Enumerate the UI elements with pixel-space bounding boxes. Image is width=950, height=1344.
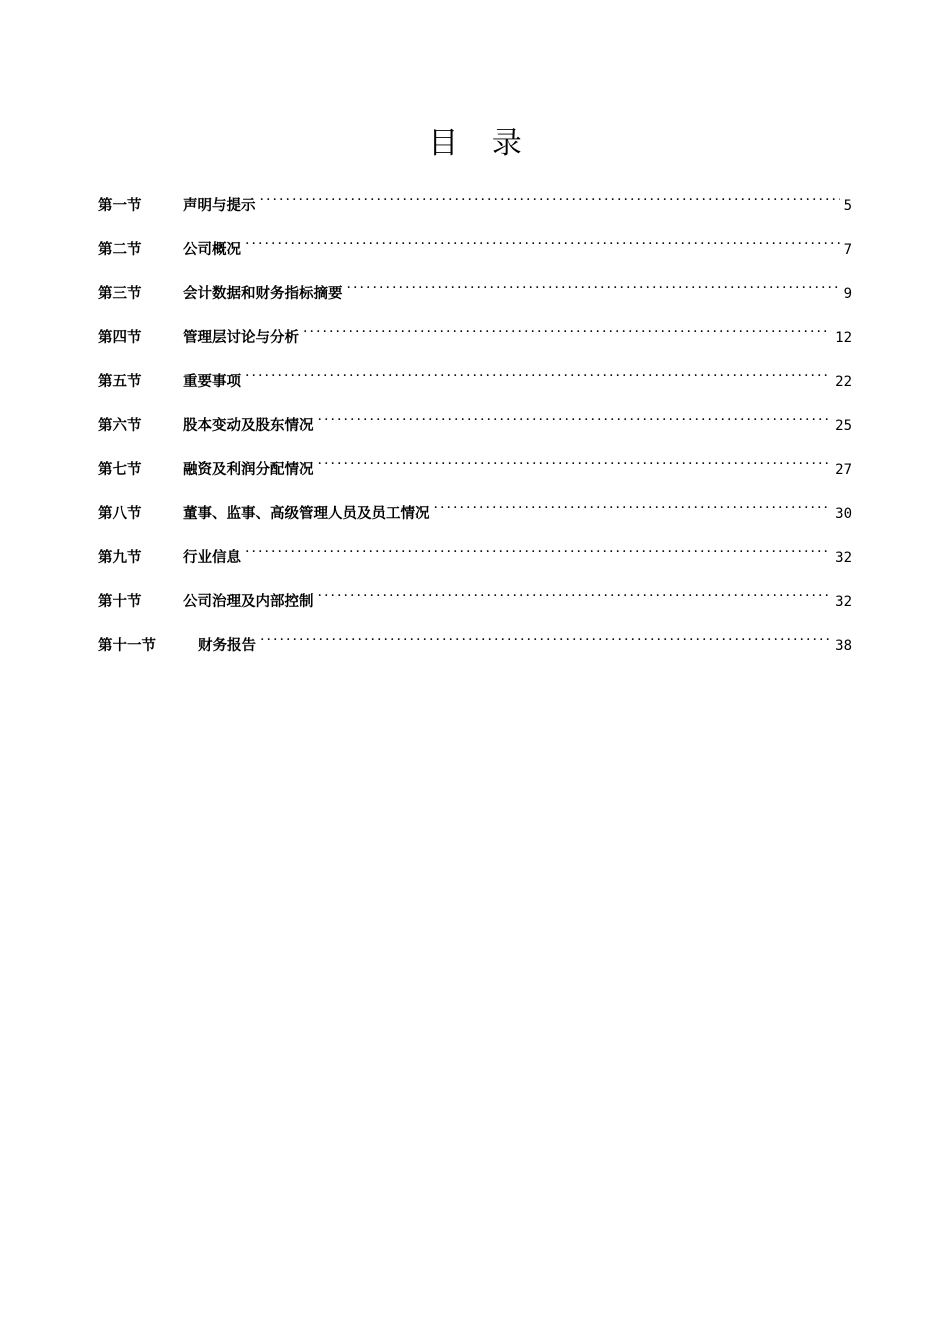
toc-section-title: 行业信息 (183, 549, 241, 566)
toc-page-number: 22 (835, 374, 852, 390)
toc-section-number: 第七节 (98, 461, 142, 478)
toc-dot-leader (303, 314, 831, 342)
toc-dot-leader (260, 182, 840, 210)
toc-section-number: 第十节 (98, 593, 142, 610)
toc-page-number: 32 (835, 550, 852, 566)
toc-entry-2[interactable] (98, 226, 852, 270)
toc-dot-leader (245, 358, 831, 386)
toc-section-number: 第十一节 (98, 637, 156, 654)
toc-section-number: 第四节 (98, 329, 142, 346)
toc-entry-8[interactable] (98, 490, 852, 534)
toc-entry-9[interactable] (98, 534, 852, 578)
toc-entry-11[interactable] (98, 622, 852, 666)
toc-section-title: 会计数据和财务指标摘要 (183, 285, 343, 302)
toc-page-number: 30 (835, 506, 852, 522)
page-title: 目 录 (428, 126, 534, 161)
toc-section-title: 管理层讨论与分析 (183, 329, 299, 346)
toc-entry-3[interactable] (98, 270, 852, 314)
toc-section-number: 第二节 (98, 241, 142, 258)
toc-section-title: 财务报告 (198, 637, 256, 654)
toc-section-title: 董事、监事、高级管理人员及员工情况 (183, 505, 430, 522)
toc-page-number: 9 (843, 286, 852, 302)
toc-page-number: 27 (835, 462, 852, 478)
toc-dot-leader (260, 622, 831, 650)
toc-section-title: 公司治理及内部控制 (183, 593, 314, 610)
toc-entry-4[interactable] (98, 314, 852, 358)
toc-section-title: 声明与提示 (183, 197, 256, 214)
toc-section-title: 融资及利润分配情况 (183, 461, 314, 478)
toc-page-number: 38 (835, 638, 852, 654)
toc-section-number: 第五节 (98, 373, 142, 390)
toc-section-title: 公司概况 (183, 241, 241, 258)
toc-dot-leader (245, 226, 840, 254)
toc-dot-leader (245, 534, 831, 562)
toc-dot-leader (347, 270, 840, 298)
toc-entry-1[interactable] (98, 182, 852, 226)
toc-entry-6[interactable] (98, 402, 852, 446)
toc-section-number: 第九节 (98, 549, 142, 566)
toc-dot-leader (434, 490, 832, 518)
toc-dot-leader (318, 446, 832, 474)
toc-dot-leader (318, 578, 832, 606)
toc-section-title: 股本变动及股东情况 (183, 417, 314, 434)
toc-entry-7[interactable] (98, 446, 852, 490)
table-of-contents (98, 182, 852, 666)
toc-dot-leader (318, 402, 832, 430)
toc-page-number: 7 (843, 242, 852, 258)
toc-entry-5[interactable] (98, 358, 852, 402)
toc-page-number: 32 (835, 594, 852, 610)
toc-section-number: 第三节 (98, 285, 142, 302)
toc-section-number: 第一节 (98, 197, 142, 214)
toc-page-number: 5 (843, 198, 852, 214)
toc-section-number: 第六节 (98, 417, 142, 434)
toc-entry-10[interactable] (98, 578, 852, 622)
toc-page-number: 25 (835, 418, 852, 434)
toc-section-number: 第八节 (98, 505, 142, 522)
toc-page-number: 12 (835, 330, 852, 346)
toc-section-title: 重要事项 (183, 373, 241, 390)
